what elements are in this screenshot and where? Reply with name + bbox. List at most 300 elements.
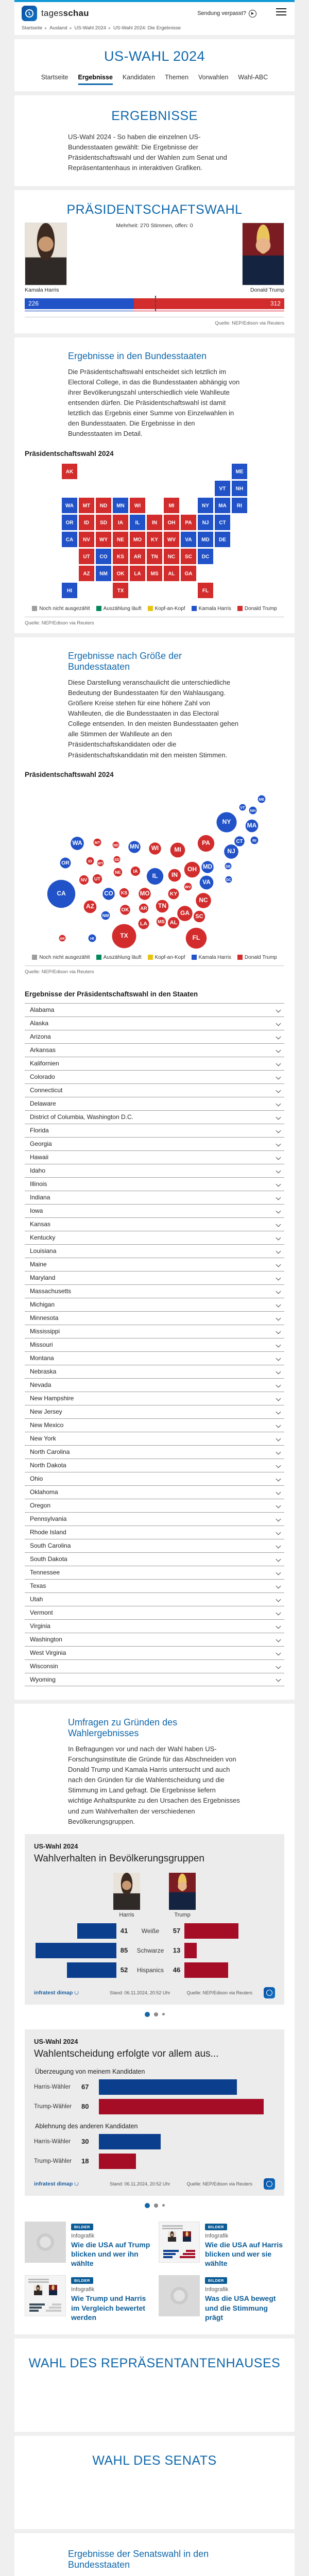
- state-tile-IL[interactable]: [130, 515, 145, 530]
- state-bubble-MS[interactable]: [157, 917, 166, 926]
- svg-text:OR: OR: [61, 860, 70, 866]
- bubble-chart-label: Präsidentschaftswahl 2024: [25, 770, 114, 778]
- candidate-harris: [25, 223, 67, 293]
- teaser-text: [205, 2275, 284, 2322]
- legend-label: Donald Trump: [244, 605, 277, 612]
- teaser-kicker: Infografik: [205, 2232, 229, 2239]
- state-tile-MN[interactable]: [113, 498, 128, 513]
- tab-themen[interactable]: Themen: [165, 74, 189, 81]
- state-accordion-row[interactable]: [25, 1499, 284, 1512]
- state-accordion-row[interactable]: [25, 1191, 284, 1204]
- breadcrumb-item[interactable]: Startseite: [22, 25, 43, 31]
- state-tile-CT[interactable]: [215, 515, 230, 530]
- state-bubble-WV[interactable]: [184, 883, 192, 890]
- breadcrumb-separator-icon: ▸: [45, 26, 47, 30]
- svg-text:GA: GA: [184, 571, 193, 577]
- tab-startseite[interactable]: Startseite: [41, 74, 68, 81]
- state-name: Delaware: [30, 1100, 56, 1108]
- teaser-title[interactable]: Wie die USA auf Harris blicken und wer sie wählte: [205, 2240, 283, 2268]
- state-tile-MI[interactable]: [164, 498, 179, 513]
- state-tile-DE[interactable]: [215, 532, 230, 547]
- state-bubble-WY[interactable]: [97, 859, 104, 866]
- us-states-map: [14, 463, 295, 601]
- state-name: Connecticut: [30, 1087, 63, 1094]
- state-bubble-SD[interactable]: [114, 856, 121, 862]
- carousel-dot[interactable]: [154, 2204, 158, 2208]
- state-bubble-IN[interactable]: [168, 869, 181, 882]
- state-tile-CO[interactable]: [96, 549, 111, 564]
- state-tile-NE[interactable]: [113, 532, 128, 547]
- state-accordion-row[interactable]: [25, 1392, 284, 1405]
- carousel-dot[interactable]: [145, 2203, 150, 2208]
- svg-text:WV: WV: [185, 884, 191, 889]
- state-name: Alaska: [30, 1020, 49, 1027]
- state-tile-FL[interactable]: [198, 583, 213, 598]
- state-bubble-HI[interactable]: [89, 934, 96, 942]
- chart1-trump-label: Trump: [174, 1911, 191, 1918]
- teaser-item[interactable]: [159, 2222, 284, 2268]
- state-accordion-row[interactable]: [25, 1043, 284, 1057]
- state-bubble-ME[interactable]: [258, 795, 266, 803]
- state-bubble-SC[interactable]: [194, 911, 205, 922]
- state-bubble-AR[interactable]: [139, 904, 148, 913]
- state-tile-CA[interactable]: [62, 532, 77, 547]
- svg-text:NM: NM: [102, 913, 109, 918]
- state-tile-NH[interactable]: [232, 481, 247, 496]
- state-bubble-MT[interactable]: [94, 838, 101, 846]
- state-accordion-row[interactable]: [25, 1472, 284, 1485]
- state-accordion-row[interactable]: [25, 1619, 284, 1633]
- state-bubble-FL[interactable]: [186, 927, 207, 948]
- teaser-title[interactable]: Was die USA bewegt und die Stimmung prägt: [205, 2294, 276, 2321]
- state-bubble-AL[interactable]: [168, 917, 179, 928]
- svg-text:MS: MS: [158, 919, 165, 924]
- state-name: Michigan: [30, 1301, 55, 1309]
- chevron-down-icon: [276, 1047, 281, 1053]
- state-accordion-row[interactable]: [25, 1003, 284, 1016]
- carousel-dot[interactable]: [162, 2013, 165, 2015]
- svg-text:NH: NH: [235, 486, 244, 492]
- state-accordion-list: [14, 1003, 295, 1700]
- state-bubble-TN[interactable]: [156, 900, 169, 912]
- state-tile-NJ[interactable]: [198, 515, 213, 530]
- state-accordion-row[interactable]: [25, 1311, 284, 1325]
- group-label: Schwarze: [136, 1946, 164, 1954]
- chevron-down-icon: [276, 1315, 281, 1320]
- carousel-dot[interactable]: [154, 2012, 158, 2016]
- state-bubble-NY[interactable]: [216, 812, 236, 832]
- state-tile-VT[interactable]: [215, 481, 230, 496]
- carousel-dot[interactable]: [162, 2204, 165, 2207]
- state-name: Wisconsin: [30, 1663, 58, 1670]
- state-accordion-row[interactable]: [25, 1552, 284, 1566]
- state-bubble-MD[interactable]: [201, 861, 213, 873]
- state-bubble-IL[interactable]: [147, 868, 163, 885]
- state-tile-DC[interactable]: [198, 549, 213, 564]
- state-bubble-VA[interactable]: [200, 875, 214, 889]
- state-bubble-MI[interactable]: [170, 842, 185, 857]
- svg-text:NV: NV: [83, 537, 90, 543]
- ergebnisse-heading: ERGEBNISSE: [111, 109, 198, 123]
- umfragen-heading: Umfragen zu Gründen des Wahlergebnisses: [68, 1717, 178, 1738]
- state-bubble-VT[interactable]: [239, 804, 246, 810]
- state-tile-TN[interactable]: [147, 549, 162, 564]
- state-bubble-OK[interactable]: [120, 905, 130, 915]
- svg-text:CA: CA: [57, 889, 66, 897]
- svg-text:MD: MD: [202, 863, 213, 870]
- state-bubble-DC[interactable]: [226, 876, 232, 883]
- state-accordion-row[interactable]: [25, 1418, 284, 1432]
- page-title: US-WAHL 2024: [104, 48, 205, 64]
- state-accordion-row[interactable]: [25, 1459, 284, 1472]
- state-accordion-row[interactable]: [25, 1606, 284, 1619]
- svg-text:VT: VT: [219, 486, 226, 492]
- state-tile-AK[interactable]: [62, 464, 77, 479]
- state-accordion-row[interactable]: [25, 1231, 284, 1244]
- state-tile-ND[interactable]: [96, 498, 111, 513]
- svg-text:WI: WI: [134, 503, 141, 509]
- missed-show-link[interactable]: [197, 10, 256, 18]
- state-tile-ID[interactable]: [79, 515, 94, 530]
- teaser-badge: BILDER: [71, 2277, 93, 2284]
- state-bubble-NV[interactable]: [79, 875, 89, 885]
- teaser-badge: BILDER: [205, 2277, 227, 2284]
- state-tile-NC[interactable]: [164, 549, 179, 564]
- state-bubble-RI[interactable]: [251, 836, 259, 844]
- state-bubble-NH[interactable]: [249, 806, 257, 814]
- group-label: Hispanics: [136, 1966, 164, 1974]
- state-accordion-row[interactable]: [25, 1365, 284, 1378]
- state-bubble-CO[interactable]: [102, 888, 114, 900]
- svg-text:NE: NE: [115, 870, 121, 875]
- state-accordion-row[interactable]: [25, 1378, 284, 1392]
- state-accordion-row[interactable]: [25, 1646, 284, 1659]
- state-accordion-row[interactable]: [25, 1137, 284, 1150]
- breadcrumb-item[interactable]: US-Wahl 2024: [74, 25, 106, 31]
- state-bubble-OR[interactable]: [60, 857, 71, 868]
- chart2-group-label: Überzeugung von meinem Kandidaten: [35, 2067, 145, 2075]
- chart-wahlverhalten: [25, 1834, 284, 2005]
- trump-photo-small: [169, 1873, 196, 1910]
- chart1-stand: Stand: 06.11.2024, 20:52 Uhr: [110, 1990, 170, 1995]
- state-accordion-row[interactable]: [25, 1338, 284, 1351]
- state-accordion-row[interactable]: [25, 1526, 284, 1539]
- state-accordion-row[interactable]: [25, 1592, 284, 1606]
- menu-icon[interactable]: [276, 8, 286, 15]
- state-tile-PA[interactable]: [181, 515, 196, 530]
- state-accordion-row[interactable]: [25, 1164, 284, 1177]
- svg-text:KY: KY: [151, 537, 158, 543]
- state-tile-AL[interactable]: [164, 566, 179, 581]
- teaser-title[interactable]: Wie die USA auf Trump blicken und wer ihn wählte: [71, 2240, 150, 2268]
- svg-text:WV: WV: [167, 537, 176, 543]
- state-name: Oregon: [30, 1502, 51, 1510]
- state-accordion-row[interactable]: [25, 1579, 284, 1592]
- chevron-down-icon: [276, 1248, 281, 1253]
- tab-wahlabc[interactable]: Wahl-ABC: [238, 74, 268, 81]
- state-tile-ME[interactable]: [232, 464, 247, 479]
- state-tile-AR[interactable]: [130, 549, 145, 564]
- state-name: North Carolina: [30, 1448, 70, 1456]
- state-tile-WI[interactable]: [130, 498, 145, 513]
- state-bubble-AZ[interactable]: [84, 900, 97, 913]
- state-bubble-MA[interactable]: [246, 819, 259, 832]
- mini-bars: [163, 2249, 195, 2258]
- state-name: Alabama: [30, 1006, 55, 1014]
- svg-text:OH: OH: [167, 520, 176, 526]
- state-tile-MO[interactable]: [130, 532, 145, 547]
- breadcrumb-item[interactable]: US-Wahl 2024: Die Ergebnisse: [113, 25, 181, 31]
- state-tile-HI[interactable]: [62, 583, 77, 598]
- svg-text:AZ: AZ: [86, 902, 94, 910]
- state-accordion-row[interactable]: [25, 1177, 284, 1191]
- state-bubble-NJ[interactable]: [224, 844, 238, 859]
- legend-swatch-icon: [148, 955, 153, 960]
- state-accordion-row[interactable]: [25, 1539, 284, 1552]
- dimap-arc-icon: [74, 1990, 79, 1995]
- state-tile-MT[interactable]: [79, 498, 94, 513]
- svg-text:TN: TN: [158, 902, 166, 909]
- state-bubble-MN[interactable]: [128, 841, 140, 853]
- legend-swatch-icon: [237, 955, 243, 960]
- state-bubble-LA[interactable]: [139, 918, 149, 929]
- state-accordion-row[interactable]: [25, 1124, 284, 1137]
- state-accordion-row[interactable]: [25, 1016, 284, 1030]
- state-tile-NM[interactable]: [96, 566, 111, 581]
- svg-text:DE: DE: [219, 537, 226, 543]
- state-tile-TX[interactable]: [113, 583, 128, 598]
- legend-item: [32, 955, 90, 960]
- chevron-down-icon: [276, 1275, 281, 1280]
- state-accordion-row[interactable]: [25, 1633, 284, 1646]
- state-bubble-OH[interactable]: [184, 861, 200, 877]
- teaser-item[interactable]: [25, 2222, 150, 2268]
- state-accordion-row[interactable]: [25, 1445, 284, 1459]
- state-accordion-row[interactable]: [25, 1284, 284, 1298]
- state-tile-MS[interactable]: [147, 566, 162, 581]
- teaser-item[interactable]: [25, 2275, 150, 2322]
- svg-text:AK: AK: [65, 469, 74, 475]
- svg-text:NY: NY: [222, 818, 231, 825]
- state-bubble-ND[interactable]: [113, 841, 119, 848]
- chart2-kicker: US-Wahl 2024: [34, 2037, 78, 2045]
- tab-ergebnisse[interactable]: Ergebnisse: [78, 74, 113, 85]
- svg-text:MA: MA: [247, 821, 257, 829]
- site-header: [14, 0, 295, 35]
- legend-swatch-icon: [192, 955, 197, 960]
- chevron-down-icon: [276, 1409, 281, 1414]
- svg-text:SC: SC: [185, 554, 192, 560]
- state-tile-UT[interactable]: [79, 549, 94, 564]
- missed-show-label: Sendung verpasst?: [197, 10, 246, 16]
- state-accordion-row[interactable]: [25, 1083, 284, 1097]
- chart1-trump-col: [169, 1873, 196, 1918]
- bubble-legend: [14, 952, 295, 964]
- svg-text:DE: DE: [226, 865, 231, 869]
- svg-text:OK: OK: [116, 571, 125, 577]
- mini-title-lines: [162, 2224, 183, 2229]
- state-tile-OK[interactable]: [113, 566, 128, 581]
- state-bubble-KY[interactable]: [168, 888, 179, 899]
- state-accordion-row[interactable]: [25, 1432, 284, 1445]
- teaser-item[interactable]: [159, 2275, 284, 2322]
- state-tile-LA[interactable]: [130, 566, 145, 581]
- state-tile-IN[interactable]: [147, 515, 162, 530]
- state-bubble-NM[interactable]: [101, 911, 110, 920]
- state-tile-NY[interactable]: [198, 498, 213, 513]
- svg-text:IN: IN: [152, 520, 157, 526]
- state-tile-GA[interactable]: [181, 566, 196, 581]
- state-name: Arkansas: [30, 1046, 56, 1054]
- svg-text:DC: DC: [201, 554, 210, 560]
- state-tile-MA[interactable]: [215, 498, 230, 513]
- state-accordion-row[interactable]: [25, 1110, 284, 1124]
- chevron-down-icon: [276, 1074, 281, 1079]
- svg-text:UT: UT: [94, 876, 101, 882]
- state-accordion-row[interactable]: [25, 1097, 284, 1110]
- state-accordion-row[interactable]: [25, 1351, 284, 1365]
- legend-label: Kamala Harris: [198, 954, 231, 960]
- state-tile-WY[interactable]: [96, 532, 111, 547]
- state-accordion-row[interactable]: [25, 1057, 284, 1070]
- chart2-source: Quelle: NEP/Edison via Reuters: [186, 2181, 252, 2187]
- senatswahl-heading: Ergebnisse der Senatswahl in den Bundesstaaten: [68, 2548, 209, 2570]
- state-tile-KS[interactable]: [113, 549, 128, 564]
- state-accordion-row[interactable]: [25, 1405, 284, 1418]
- chevron-down-icon: [276, 1155, 281, 1160]
- tab-vorwahlen[interactable]: Vorwahlen: [198, 74, 229, 81]
- state-tile-WV[interactable]: [164, 532, 179, 547]
- state-accordion-row[interactable]: [25, 1485, 284, 1499]
- state-name: North Dakota: [30, 1462, 66, 1469]
- legend-swatch-icon: [96, 606, 101, 611]
- chevron-down-icon: [276, 1208, 281, 1213]
- trump-bar: [99, 2099, 264, 2114]
- state-tile-WA[interactable]: [62, 498, 77, 513]
- state-tile-AZ[interactable]: [79, 566, 94, 581]
- state-accordion-row[interactable]: [25, 1512, 284, 1526]
- state-bubble-WI[interactable]: [149, 842, 161, 854]
- breadcrumb-item[interactable]: Ausland: [49, 25, 67, 31]
- state-bubble-TX[interactable]: [112, 924, 136, 948]
- state-bubble-CA[interactable]: [47, 879, 75, 907]
- harris-value: 41: [120, 1927, 128, 1935]
- state-tile-SD[interactable]: [96, 515, 111, 530]
- senat-heading: WAHL DES SENATS: [92, 2453, 217, 2468]
- legend-swatch-icon: [96, 955, 101, 960]
- legend-item: [32, 606, 90, 612]
- state-accordion-row[interactable]: [25, 1325, 284, 1338]
- state-tile-RI[interactable]: [232, 498, 247, 513]
- svg-text:MS: MS: [150, 571, 159, 577]
- state-bubble-IA[interactable]: [131, 867, 140, 876]
- svg-text:LA: LA: [134, 571, 141, 577]
- state-accordion-row[interactable]: [25, 1673, 284, 1686]
- state-bubble-WA[interactable]: [71, 837, 84, 850]
- svg-text:KY: KY: [169, 891, 178, 897]
- state-tile-SC[interactable]: [181, 549, 196, 564]
- umfragen-card: [14, 1704, 295, 2334]
- mini-harris-photo: [34, 2285, 42, 2295]
- teaser-title[interactable]: Wie Trump und Harris im Vergleich bewertet werden: [71, 2294, 146, 2321]
- state-name: Kansas: [30, 1221, 51, 1228]
- us-states-bubble-map: [14, 784, 295, 950]
- svg-text:NJ: NJ: [202, 520, 209, 526]
- state-bubble-KS[interactable]: [119, 888, 129, 897]
- state-accordion-row[interactable]: [25, 1244, 284, 1258]
- infratest-dimap-logo: infratest dimap: [34, 2181, 79, 2187]
- state-accordion-row[interactable]: [25, 1258, 284, 1271]
- value-label: 30: [81, 2138, 89, 2146]
- state-bubble-CT[interactable]: [234, 836, 245, 846]
- repraesentantenhaus-card: [14, 2338, 295, 2432]
- state-tile-NV[interactable]: [79, 532, 94, 547]
- chevron-down-icon: [276, 1610, 281, 1615]
- state-accordion-row[interactable]: [25, 1217, 284, 1231]
- state-bubble-MO[interactable]: [139, 888, 150, 900]
- state-accordion-row[interactable]: [25, 1298, 284, 1311]
- state-accordion-row[interactable]: [25, 1659, 284, 1673]
- trump-bar: [99, 2154, 136, 2169]
- tab-kandidaten[interactable]: Kandidaten: [122, 74, 156, 81]
- state-accordion-row[interactable]: [25, 1150, 284, 1164]
- legend-swatch-icon: [192, 606, 197, 611]
- svg-text:NC: NC: [199, 896, 208, 904]
- tagesschau-logo-icon[interactable]: [22, 6, 37, 21]
- state-accordion-row[interactable]: [25, 1566, 284, 1579]
- state-bubble-ID[interactable]: [87, 857, 94, 865]
- svg-text:OK: OK: [121, 907, 129, 913]
- state-tile-MD[interactable]: [198, 532, 213, 547]
- svg-text:HI: HI: [90, 936, 94, 941]
- svg-text:NY: NY: [202, 503, 209, 509]
- state-accordion-row[interactable]: [25, 1271, 284, 1284]
- harris-bar: [36, 1943, 116, 1958]
- state-accordion-row[interactable]: [25, 1204, 284, 1217]
- state-accordion-row[interactable]: [25, 1030, 284, 1043]
- infratest-dimap-logo: infratest dimap: [34, 1990, 79, 1996]
- svg-text:RI: RI: [252, 838, 256, 843]
- brand-wordmark[interactable]: tagesschau: [41, 8, 89, 18]
- state-tile-IA[interactable]: [113, 515, 128, 530]
- state-bubble-PA[interactable]: [198, 835, 214, 852]
- state-name: Texas: [30, 1582, 46, 1590]
- chevron-down-icon: [276, 1570, 281, 1575]
- state-name: Rhode Island: [30, 1529, 66, 1536]
- state-tile-KY[interactable]: [147, 532, 162, 547]
- trump-value: 57: [173, 1927, 181, 1935]
- state-bubble-UT[interactable]: [93, 874, 102, 884]
- state-tile-OH[interactable]: [164, 515, 179, 530]
- state-accordion-row[interactable]: [25, 1070, 284, 1083]
- state-bubble-DE[interactable]: [225, 862, 232, 869]
- state-bubble-AK[interactable]: [59, 935, 66, 941]
- state-bubble-NE[interactable]: [114, 868, 123, 876]
- mini-title-lines: [28, 2278, 49, 2283]
- carousel-dot[interactable]: [145, 2012, 150, 2017]
- chevron-down-icon: [276, 1181, 281, 1187]
- teaser-text: [71, 2222, 150, 2268]
- teaser-kicker: Infografik: [71, 2232, 95, 2239]
- state-bubble-NC[interactable]: [196, 893, 211, 908]
- breadcrumb-separator-icon: ▸: [108, 26, 111, 30]
- state-tile-OR[interactable]: [62, 515, 77, 530]
- globe-watermark-icon: [170, 2287, 188, 2304]
- state-tile-VA[interactable]: [181, 532, 196, 547]
- chevron-down-icon: [276, 1369, 281, 1374]
- state-bubble-GA[interactable]: [177, 906, 193, 921]
- chevron-down-icon: [276, 1168, 281, 1173]
